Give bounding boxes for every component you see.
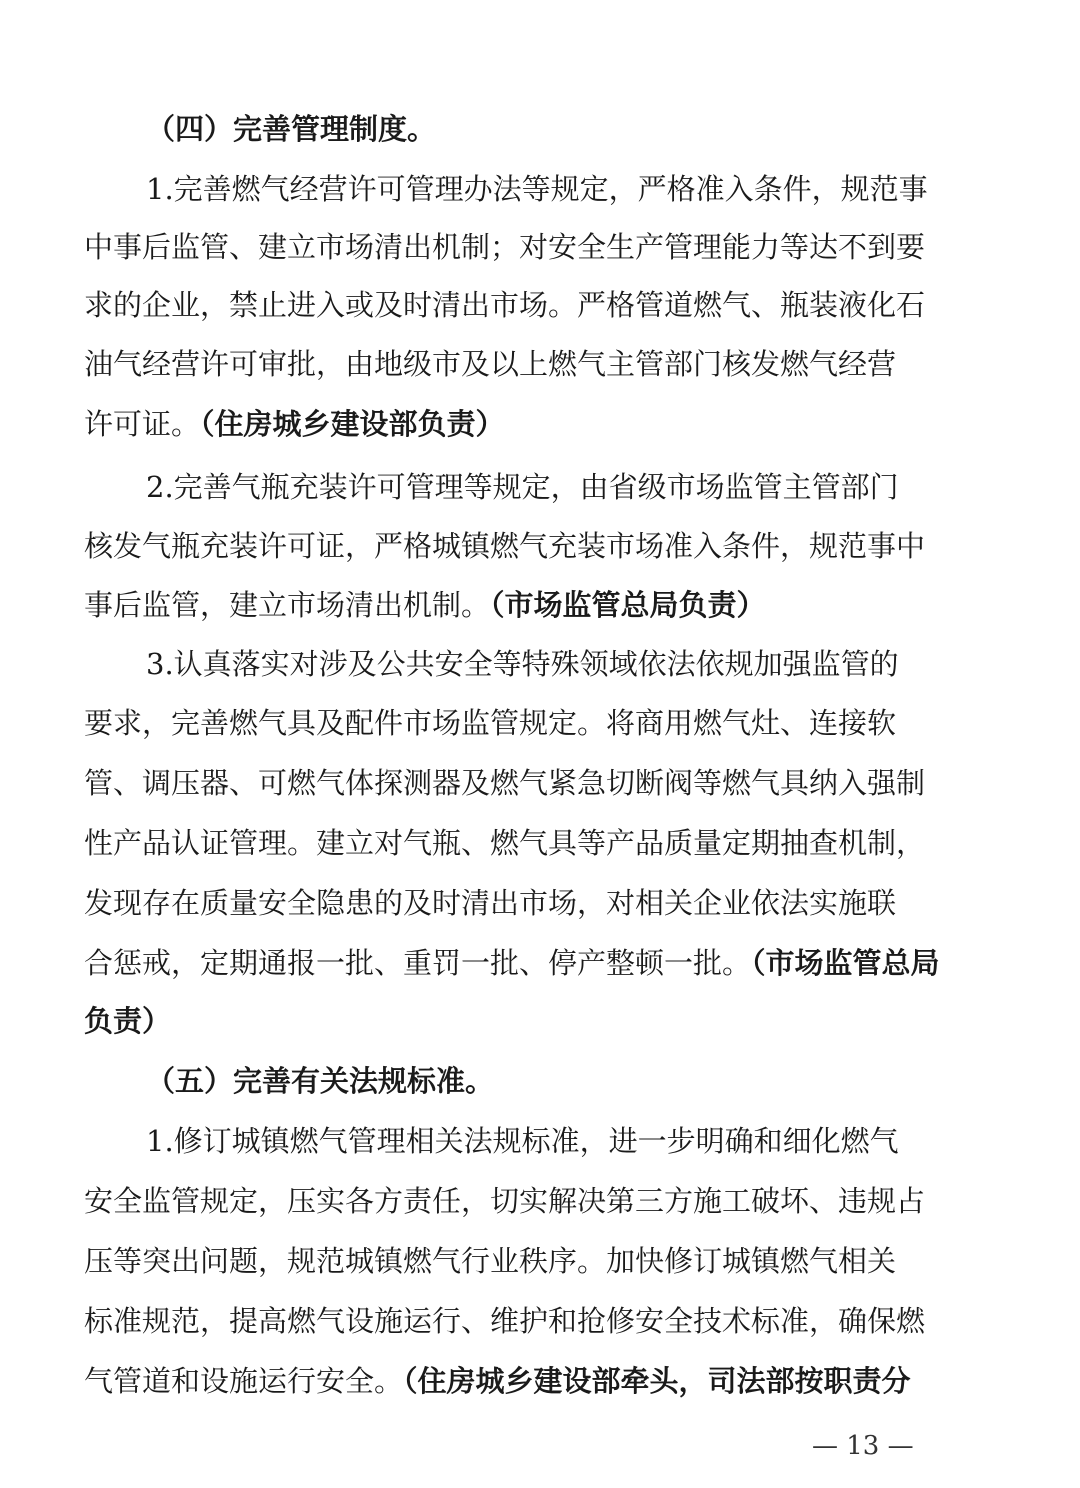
- responsible-department: （市场监管总局: [751, 946, 940, 980]
- paragraph-line: [146, 458, 899, 516]
- heading-text: （五）完善有关法规标准。: [146, 1064, 495, 1098]
- line-text: 1.完善燃气经营许可管理办法等规定，严格准入条件，规范事: [146, 172, 928, 206]
- paragraph-line: [84, 576, 766, 634]
- line-text: 3.认真落实对涉及公共安全等特殊领域依法依规加强监管的: [146, 647, 899, 681]
- paragraph-line: [84, 754, 925, 812]
- paragraph-line: [84, 395, 505, 453]
- line-text: 发现存在质量安全隐患的及时清出市场，对相关企业依法实施联: [84, 886, 897, 920]
- paragraph-line: [84, 517, 925, 575]
- paragraph-line: [84, 874, 896, 932]
- line-text: 标准规范，提高燃气设施运行、维护和抢修安全技术标准，确保燃: [84, 1304, 926, 1338]
- line-text: 2.完善气瓶充装许可管理等规定，由省级市场监管主管部门: [146, 470, 899, 504]
- line-text: 中事后监管、建立市场清出机制；对安全生产管理能力等达不到要: [84, 230, 926, 264]
- line-text: 许可证。: [84, 407, 201, 441]
- line-text: 管、调压器、可燃气体探测器及燃气紧急切断阀等燃气具纳入强制: [84, 766, 926, 800]
- page-number: — 13 —: [812, 1431, 914, 1461]
- line-text: 核发气瓶充装许可证，严格城镇燃气充装市场准入条件，规范事中: [84, 529, 926, 563]
- paragraph-line: [84, 934, 940, 992]
- line-text: 要求，完善燃气具及配件市场监管规定。将商用燃气灶、连接软: [84, 706, 897, 740]
- paragraph-line: [84, 276, 925, 334]
- responsible-department: （住房城乡建设部牵头，司法部按职责分: [403, 1364, 911, 1398]
- line-text: 安全监管规定，压实各方责任，切实解决第三方施工破坏、违规占: [84, 1184, 926, 1218]
- paragraph-line: [146, 160, 928, 218]
- line-text: 求的企业，禁止进入或及时清出市场。严格管道燃气、瓶装液化石: [84, 288, 926, 322]
- line-text: 压等突出问题，规范城镇燃气行业秩序。加快修订城镇燃气相关: [84, 1244, 897, 1278]
- line-text: 气管道和设施运行安全。: [84, 1364, 404, 1398]
- paragraph-line: [84, 1352, 911, 1410]
- responsible-department: （市场监管总局负责）: [490, 588, 766, 622]
- line-text: 油气经营许可审批，由地级市及以上燃气主管部门核发燃气经营: [84, 347, 897, 381]
- paragraph-line: [146, 1112, 899, 1170]
- paragraph-line: [84, 992, 171, 1050]
- paragraph-line: [84, 335, 896, 393]
- paragraph-line: [84, 218, 925, 276]
- responsible-department: （住房城乡建设部负责）: [200, 407, 505, 441]
- paragraph-line: [84, 1292, 925, 1350]
- paragraph-line: [84, 694, 896, 752]
- paragraph-line: [84, 1232, 896, 1290]
- line-text: 1.修订城镇燃气管理相关法规标准，进一步明确和细化燃气: [146, 1124, 899, 1158]
- line-text: 性产品认证管理。建立对气瓶、燃气具等产品质量定期抽查机制，: [84, 826, 926, 860]
- heading-text: （四）完善管理制度。: [146, 112, 437, 146]
- section-heading-5: [146, 1052, 494, 1110]
- paragraph-line: [146, 635, 899, 693]
- line-text: 合惩戒，定期通报一批、重罚一批、停产整顿一批。: [84, 946, 752, 980]
- paragraph-line: [84, 1172, 925, 1230]
- line-text: 事后监管，建立市场清出机制。: [84, 588, 491, 622]
- section-heading-4: [146, 100, 436, 158]
- paragraph-line: [84, 814, 925, 872]
- responsible-department: 负责）: [84, 1004, 172, 1038]
